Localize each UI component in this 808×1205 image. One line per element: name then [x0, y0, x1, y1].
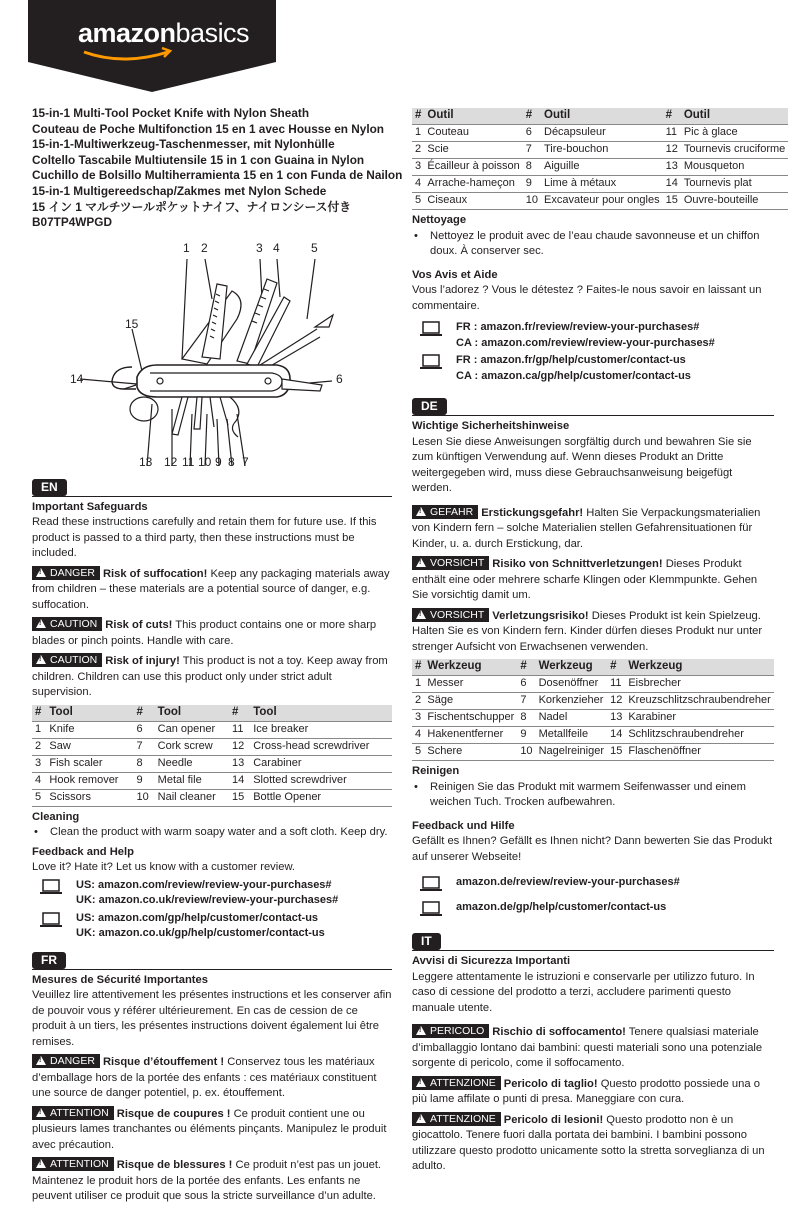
brand-banner: [28, 0, 276, 92]
warning-icon: [416, 1114, 426, 1123]
warning-badge: !DANGER: [32, 1054, 100, 1068]
warning-badge: !VORSICHT: [412, 556, 489, 570]
figure-label-10: 10: [198, 454, 212, 469]
laptop-icon: [420, 876, 442, 892]
link-help-uk[interactable]: UK: amazon.co.uk/gp/help/customer/contact-us: [76, 927, 325, 940]
warning-badge: !GEFAHR: [412, 505, 478, 519]
warning-de-2: !VORSICHT Risiko von Schnittverletzungen! Dieses Produkt enthält eine oder mehrere scharfe Klingen oder Klemmpunkte. Gehen Sie vorsichtig damit um.: [412, 556, 774, 604]
laptop-icon: [40, 912, 62, 928]
help-links-de: [412, 900, 774, 917]
table-row: 5 Schere 10 Nagelreiniger 15 Flaschenöffner: [412, 744, 774, 761]
section-fr-continued: [412, 108, 786, 384]
table-row: 3 Écailleur à poisson 8 Aiguille 13 Mousqueton: [412, 159, 788, 176]
feedback-heading-fr: Vos Avis et Aide: [412, 268, 498, 281]
warning-icon: [416, 1026, 426, 1035]
table-row: 2 Säge 7 Korkenzieher 12 Kreuzschlitzschraubendreher: [412, 693, 774, 710]
figure-label-5: 5: [311, 240, 318, 255]
cleaning-text-en: • Clean the product with warm soapy water and a soft cloth. Keep dry.: [32, 825, 392, 841]
warning-icon: [36, 568, 46, 577]
title-jp: 15 イン 1 マルチツールポケットナイフ、ナイロンシース付き: [32, 199, 352, 214]
cleaning-heading-de: Reinigen: [412, 765, 460, 777]
link-help-us[interactable]: US: amazon.com/gp/help/customer/contact-us: [76, 911, 319, 924]
feedback-text-fr: Vous l’adorez ? Vous le détestez ? Faites-le nous savoir en laissant un commentaire.: [412, 284, 762, 312]
warning-icon: [416, 558, 426, 567]
link-review-fr[interactable]: FR : amazon.fr/review/review-your-purchases#: [456, 321, 700, 333]
warning-fr-2: !ATTENTION Risque de coupures ! Ce produit contient une ou plusieurs lames tranchantes ou éléments pinçants. Manipulez le produit avec précaution.: [32, 1106, 392, 1154]
title-nl: 15-in-1 Multigereedschap/Zakmes met Nylon Schede: [32, 183, 327, 198]
table-row: 1 Messer 6 Dosenöffner 11 Eisbrecher: [412, 676, 774, 693]
product-code: B07TP4WPGD: [32, 215, 112, 230]
link-review-uk[interactable]: UK: amazon.co.uk/review/review-your-purchases#: [76, 894, 339, 907]
divider: [32, 496, 392, 497]
warning-it-3: !ATTENZIONE Pericolo di lesioni! Questo prodotto non è un giocattolo. Tenere fuori dalla portata dei bambini. I bambini possono utilizzare questo prodotto unicamente sotto la stretta sorveglianza di un adulto.: [412, 1112, 774, 1175]
warning-badge: !VORSICHT: [412, 608, 489, 622]
laptop-icon: [420, 354, 442, 370]
warning-icon: [416, 610, 426, 619]
table-row: 2 Scie 7 Tire-bouchon 12 Tournevis cruciforme: [412, 142, 788, 159]
logo-smile-icon: [28, 0, 276, 92]
link-review-de[interactable]: amazon.de/review/review-your-purchases#: [456, 876, 680, 888]
warning-it-1: !PERICOLO Rischio di soffocamento! Tenere qualsiasi materiale d’imballaggio lontano dai bambini: questi materiali sono una potenziale sorgente di pericolo, come il soffocamento.: [412, 1024, 774, 1072]
lang-badge-de: DE: [412, 398, 447, 415]
lang-badge-it: IT: [412, 933, 441, 950]
figure-label-8: 8: [228, 454, 235, 469]
section-it: [412, 927, 774, 1175]
cleaning-heading-en: Cleaning: [32, 810, 80, 823]
help-links-fr: [412, 353, 774, 384]
warning-icon: [36, 1159, 46, 1168]
heading-it: Avvisi di Sicurezza Importanti: [412, 955, 571, 967]
figure-label-4: 4: [273, 240, 280, 255]
title-it: Coltello Tascabile Multiutensile 15 in 1 con Guaina in Nylon: [32, 152, 365, 167]
divider: [32, 969, 392, 970]
multitool-figure: [32, 239, 392, 471]
left-column: [32, 106, 403, 1205]
tools-table-fr: # Outil # Outil # Outil 1 Couteau 6 Décapsuleur 11 Pic à glace 2 Scie 7 Tire-bouchon 12 Tournevis cruciforme 3 Écailleur à poisson 8 Aiguille 13 Mousqueton 4 Arrache-hameçon 9 Lime à métaux 14 Tournevis plat 5 Ciseaux 10 Excavateur pour ongles 15 Ouvre-bouteille: [412, 108, 788, 210]
cleaning-text-fr: • Nettoyez le produit avec de l’eau chaude savonneuse et un chiffon doux. À conserver sec.: [412, 229, 774, 260]
warning-icon: [36, 655, 46, 664]
multitool-illustration: [32, 239, 392, 471]
warning-badge: !PERICOLO: [412, 1024, 489, 1038]
warning-fr-3: !ATTENTION Risque de blessures ! Ce produit n’est pas un jouet. Maintenez le produit hors de la portée des enfants. Les enfants ne peuvent utiliser ce produit que sous la stricte surveillance d’un adulte.: [32, 1157, 392, 1205]
link-help-ca[interactable]: CA : amazon.ca/gp/help/customer/contact-us: [456, 369, 691, 382]
link-review-ca[interactable]: CA : amazon.com/review/review-your-purchases#: [456, 336, 715, 349]
figure-label-1: 1: [183, 240, 190, 255]
warning-de-3: !VORSICHT Verletzungsrisiko! Dieses Produkt ist kein Spielzeug. Halten Sie es von Kindern fern. Kinder dürfen dieses Produkt nur unter strenger Aufsicht von Erwachsenen verwenden.: [412, 608, 774, 656]
tools-table-de: # Werkzeug # Werkzeug # Werkzeug 1 Messer 6 Dosenöffner 11 Eisbrecher 2 Säge 7 Korkenzieher 12 Kreuzschlitzschraubendreher 3 Fischentschupper 8 Nadel 13 Karabiner 4 Hakenentferner 9 Metallfeile 14 Schlitzschraubendreher 5 Schere 10 Nagelreiniger 15 Flaschenöffner: [412, 659, 774, 761]
warning-badge: !DANGER: [32, 566, 100, 580]
section-fr: [32, 946, 392, 1205]
warning-badge: !ATTENTION: [32, 1157, 114, 1171]
cleaning-heading-fr: Nettoyage: [412, 214, 467, 226]
tools-table-en: # Tool # Tool # Tool 1 Knife 6 Can opener 11 Ice breaker 2 Saw 7 Cork screw 12 Cross-head screwdriver 3 Fish scaler 8 Needle 13 Carabiner 4 Hook remover 9 Metal file 14 Slotted screwdriver 5 Scissors 10 Nail cleaner 15 Bottle Opener: [32, 705, 392, 807]
figure-label-7: 7: [242, 454, 249, 469]
divider: [412, 950, 774, 951]
feedback-heading-en: Feedback and Help: [32, 845, 134, 858]
heading-de: Wichtige Sicherheitshinweise: [412, 420, 570, 432]
review-links-en: [32, 878, 392, 909]
warning-icon: [416, 1078, 426, 1087]
warning-en-1: !DANGER Risk of suffocation! Keep any packaging materials away from children – these materials are a potential source of danger, e.g. suffocation.: [32, 566, 392, 614]
cleaning-text-de: • Reinigen Sie das Produkt mit warmem Seifenwasser und einem weichen Tuch. Trocken aufbewahren.: [412, 780, 774, 811]
link-help-fr[interactable]: FR : amazon.fr/gp/help/customer/contact-us: [456, 354, 686, 366]
warning-badge: !ATTENTION: [32, 1106, 114, 1120]
feedback-heading-de: Feedback und Hilfe: [412, 819, 515, 832]
warning-badge: !ATTENZIONE: [412, 1076, 501, 1090]
intro-en: Read these instructions carefully and retain them for future use. If this product is passed to a third party, then these instructions must be included.: [32, 516, 377, 560]
figure-label-3: 3: [256, 240, 263, 255]
warning-fr-1: !DANGER Risque d’étouffement ! Conservez tous les matériaux d’emballage hors de la portée des enfants : ces matériaux constituent une source de danger potentiel, p. ex. étouffement.: [32, 1054, 392, 1102]
heading-en: Important Safeguards: [32, 500, 148, 513]
figure-label-13: 13: [139, 454, 153, 469]
table-row: 5 Scissors 10 Nail cleaner 15 Bottle Opener: [32, 789, 392, 806]
table-row: 4 Arrache-hameçon 9 Lime à métaux 14 Tournevis plat: [412, 176, 788, 193]
table-row: 2 Saw 7 Cork screw 12 Cross-head screwdriver: [32, 738, 392, 755]
divider: [412, 415, 774, 416]
table-row: 1 Couteau 6 Décapsuleur 11 Pic à glace: [412, 125, 788, 142]
intro-fr: Veuillez lire attentivement les présentes instructions et les conserver afin de pouvoir vous y référer ultérieurement. En cas de cession de ce produit à un tiers, les présentes instructions doivent également lui être remises.: [32, 989, 392, 1048]
lang-badge-en: EN: [32, 479, 67, 496]
table-row: 3 Fischentschupper 8 Nadel 13 Karabiner: [412, 710, 774, 727]
feedback-text-en: Love it? Hate it? Let us know with a customer review.: [32, 861, 296, 874]
laptop-icon: [420, 321, 442, 337]
section-en: [32, 473, 392, 942]
table-row: 5 Ciseaux 10 Excavateur pour ongles 15 Ouvre-bouteille: [412, 193, 788, 210]
title-de: 15-in-1-Multiwerkzeug-Taschenmesser, mit Nylonhülle: [32, 137, 335, 152]
heading-fr: Mesures de Sécurité Importantes: [32, 973, 208, 986]
warning-badge: !ATTENZIONE: [412, 1112, 501, 1126]
link-review-us[interactable]: US: amazon.com/review/review-your-purchases#: [76, 878, 332, 891]
warning-icon: [416, 507, 426, 516]
warning-badge: !CAUTION: [32, 653, 102, 667]
intro-it: Leggere attentamente le istruzioni e conservarle per utilizzo futuro. In caso di cessione del prodotto a terzi, accludere parimenti questo manuale utente.: [412, 970, 755, 1014]
figure-label-14: 14: [70, 371, 84, 386]
warning-icon: [36, 619, 46, 628]
laptop-icon: [420, 901, 442, 917]
figure-label-11: 11: [182, 454, 195, 469]
figure-label-9: 9: [215, 454, 222, 469]
title-en: 15-in-1 Multi-Tool Pocket Knife with Nylon Sheath: [32, 106, 310, 120]
lang-badge-fr: FR: [32, 952, 66, 969]
section-de: [412, 392, 774, 917]
warning-en-2: !CAUTION Risk of cuts! This product contains one or more sharp blades or pinch points. Handle with care.: [32, 617, 392, 649]
warning-en-3: !CAUTION Risk of injury! This product is not a toy. Keep away from children. Children can use this product only under strict adult supervision.: [32, 653, 392, 701]
feedback-text-de: Gefällt es Ihnen? Gefällt es Ihnen nicht? Dann bewerten Sie das Produkt auf unserer Webseite!: [412, 835, 773, 863]
table-row: 4 Hook remover 9 Metal file 14 Slotted screwdriver: [32, 772, 392, 789]
warning-icon: [36, 1108, 46, 1117]
intro-de: Lesen Sie diese Anweisungen sorgfältig durch und bewahren Sie sie zum künftigen Verwendung auf. Wenn dieses Produkt an Dritte weitergegeben wird, muss diese Gebrauchsanweisung beigefügt werden.: [412, 435, 752, 494]
link-help-de[interactable]: amazon.de/gp/help/customer/contact-us: [456, 901, 667, 913]
title-fr: Couteau de Poche Multifonction 15 en 1 avec Housse en Nylon: [32, 121, 385, 136]
warning-it-2: !ATTENZIONE Pericolo di taglio! Questo prodotto possiede una o più lame affilate o punti di presa. Maneggiare con cura.: [412, 1076, 774, 1108]
review-links-fr: [412, 320, 774, 351]
figure-label-6: 6: [336, 371, 343, 386]
review-links-de: [412, 875, 774, 892]
table-row: 1 Knife 6 Can opener 11 Ice breaker: [32, 721, 392, 738]
table-row: 4 Hakenentferner 9 Metallfeile 14 Schlitzschraubendreher: [412, 727, 774, 744]
help-links-en: [32, 911, 392, 942]
figure-label-12: 12: [164, 454, 178, 469]
laptop-icon: [40, 879, 62, 895]
figure-label-2: 2: [201, 240, 208, 255]
product-titles: [32, 106, 403, 231]
right-column: [412, 108, 786, 1175]
warning-de-1: !GEFAHR Erstickungsgefahr! Halten Sie Verpackungsmaterialien von Kindern fern – solche Materialien stellen Gefahrensituationen für Kinder, u. a. durch Erstickung, dar.: [412, 505, 774, 553]
table-row: 3 Fish scaler 8 Needle 13 Carabiner: [32, 755, 392, 772]
title-es: Cuchillo de Bolsillo Multiherramienta 15 en 1 con Funda de Nailon: [32, 168, 403, 183]
warning-icon: [36, 1056, 46, 1065]
warning-badge: !CAUTION: [32, 617, 102, 631]
amazonbasics-logo: amazonbasics: [78, 18, 250, 48]
figure-label-15: 15: [125, 316, 139, 331]
